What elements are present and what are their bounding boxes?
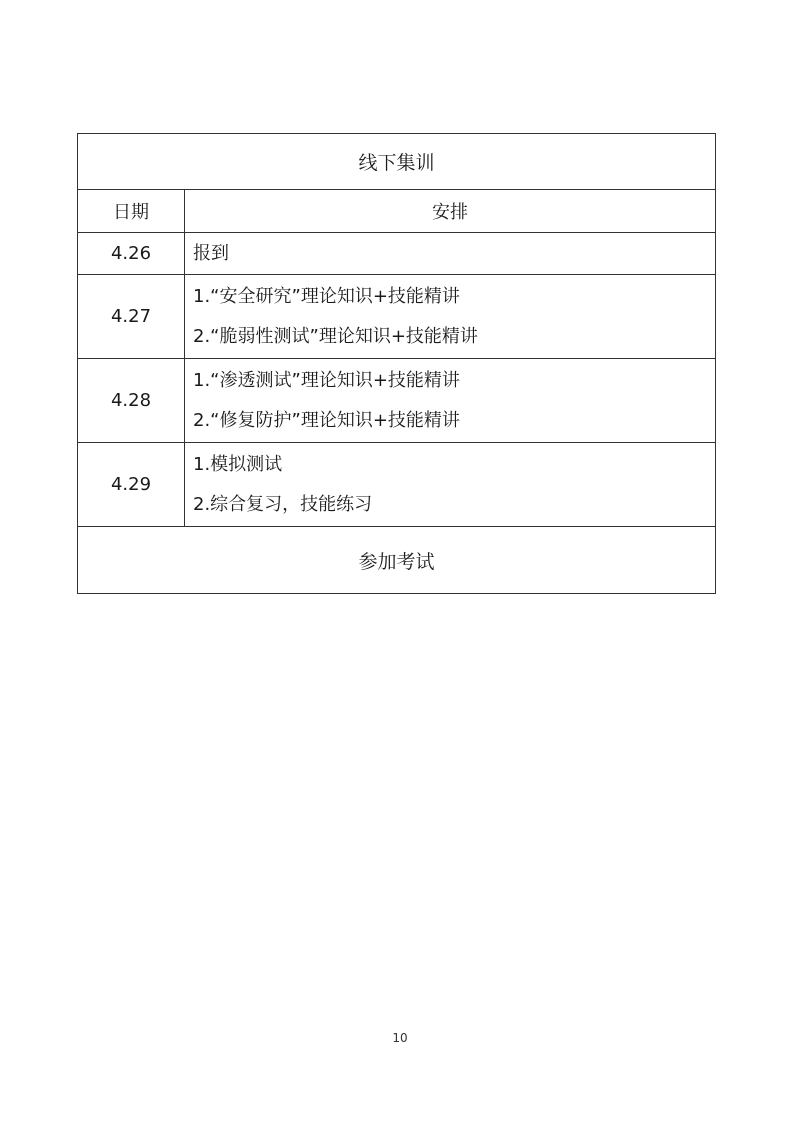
row-arrangement	[185, 359, 716, 443]
table-header-row	[78, 190, 716, 233]
table-title: 线下集训	[78, 134, 716, 190]
training-schedule-table	[77, 133, 716, 594]
table-title-row	[78, 134, 716, 190]
table-row	[78, 443, 716, 527]
page-number: 10	[392, 1031, 408, 1045]
row-arrangement	[185, 443, 716, 527]
table-footer: 参加考试	[78, 527, 716, 594]
row-date: 4.29	[78, 443, 185, 527]
row-date: 4.26	[78, 233, 185, 275]
header-date: 日期	[78, 190, 185, 233]
table-row	[78, 233, 716, 275]
arrangement-item: 2.“脆弱性测试”理论知识+技能精讲	[193, 325, 478, 347]
arrangement-item: 报到	[193, 242, 229, 264]
row-arrangement	[185, 233, 716, 275]
row-date: 4.27	[78, 275, 185, 359]
row-arrangement	[185, 275, 716, 359]
arrangement-item: 1.“安全研究”理论知识+技能精讲	[193, 285, 460, 307]
table-footer-row	[78, 527, 716, 594]
arrangement-item: 1.“渗透测试”理论知识+技能精讲	[193, 369, 460, 391]
arrangement-item: 1.模拟测试	[193, 453, 283, 475]
table-row	[78, 275, 716, 359]
table-row	[78, 359, 716, 443]
row-date: 4.28	[78, 359, 185, 443]
arrangement-item: 2.“修复防护”理论知识+技能精讲	[193, 409, 460, 431]
header-arrangement: 安排	[185, 190, 716, 233]
arrangement-item: 2.综合复习，技能练习	[193, 493, 373, 515]
